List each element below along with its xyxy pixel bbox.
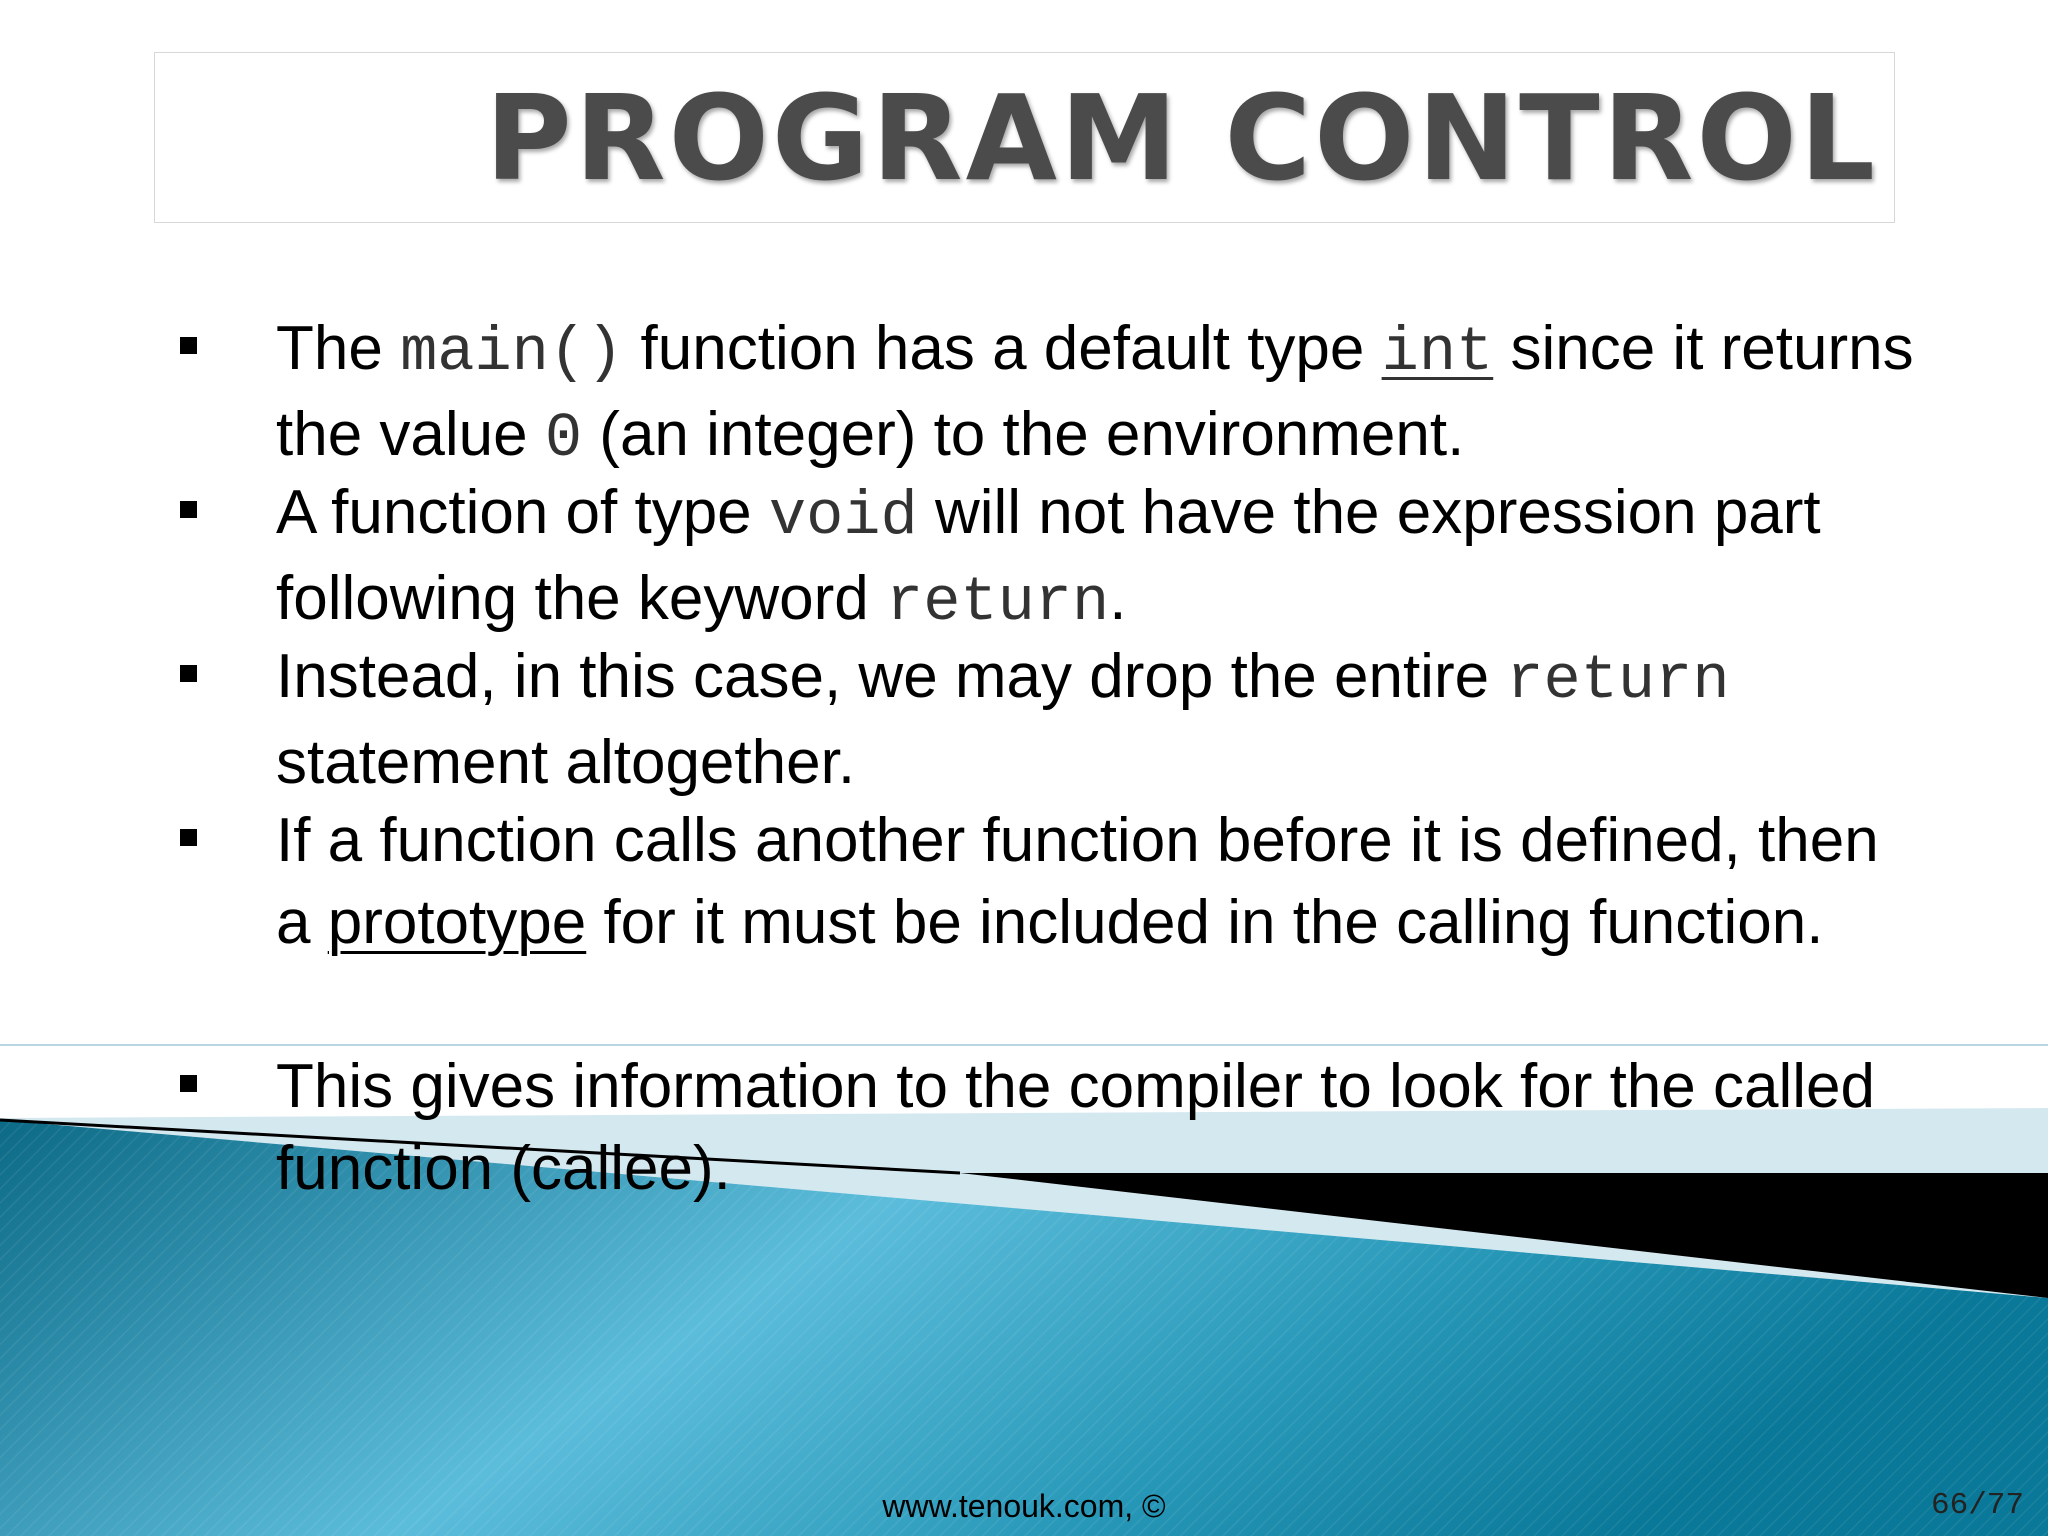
code-run: main() <box>400 317 624 388</box>
text-run: The <box>276 314 401 383</box>
square-bullet-icon <box>180 501 197 518</box>
square-bullet-icon <box>180 665 197 682</box>
bullet-text <box>276 478 1821 638</box>
bullet-text <box>276 1052 1875 1203</box>
code-run: 0 <box>544 403 583 474</box>
text-run: for it must be included in the calling function. <box>586 888 1824 957</box>
bullet-item <box>276 1046 1916 1210</box>
page-number: 66/77 <box>1930 1488 2024 1523</box>
footer-url: www.tenouk.com, © <box>882 1488 1166 1524</box>
code-run: return <box>885 567 1110 638</box>
bullet-item <box>276 308 1916 480</box>
text-run: Instead, in this case, we may drop the entire <box>276 642 1507 711</box>
bullet-item <box>276 636 1916 804</box>
slide-title: PROGRAM CONTROL <box>485 69 1878 207</box>
underlined-run: prototype <box>327 888 587 957</box>
code-run-underlined: int <box>1381 317 1494 388</box>
square-bullet-icon <box>180 337 197 354</box>
text-run: A function of type <box>276 478 769 547</box>
bullet-item <box>276 472 1916 644</box>
text-run: (an integer) to the environment. <box>582 400 1465 469</box>
bullet-text <box>276 314 1914 474</box>
bullet-item <box>276 800 1916 964</box>
code-run: return <box>1506 645 1730 716</box>
code-run: void <box>768 481 918 552</box>
text-run: will not have the expression part following the keyword <box>276 478 1821 633</box>
text-run: statement altogether. <box>276 728 856 797</box>
square-bullet-icon <box>180 829 197 846</box>
square-bullet-icon <box>180 1075 197 1092</box>
bullet-text <box>276 806 1879 957</box>
text-run: If a function calls another function before it is defined, then a <box>276 806 1879 957</box>
text-run: . <box>1109 564 1127 633</box>
title-box <box>154 52 1895 223</box>
bullet-text <box>276 642 1730 797</box>
text-run: This gives information to the compiler to look for the called function (callee). <box>276 1052 1875 1203</box>
text-run: since it returns the value <box>276 314 1914 469</box>
text-run: function has a default type <box>623 314 1382 383</box>
